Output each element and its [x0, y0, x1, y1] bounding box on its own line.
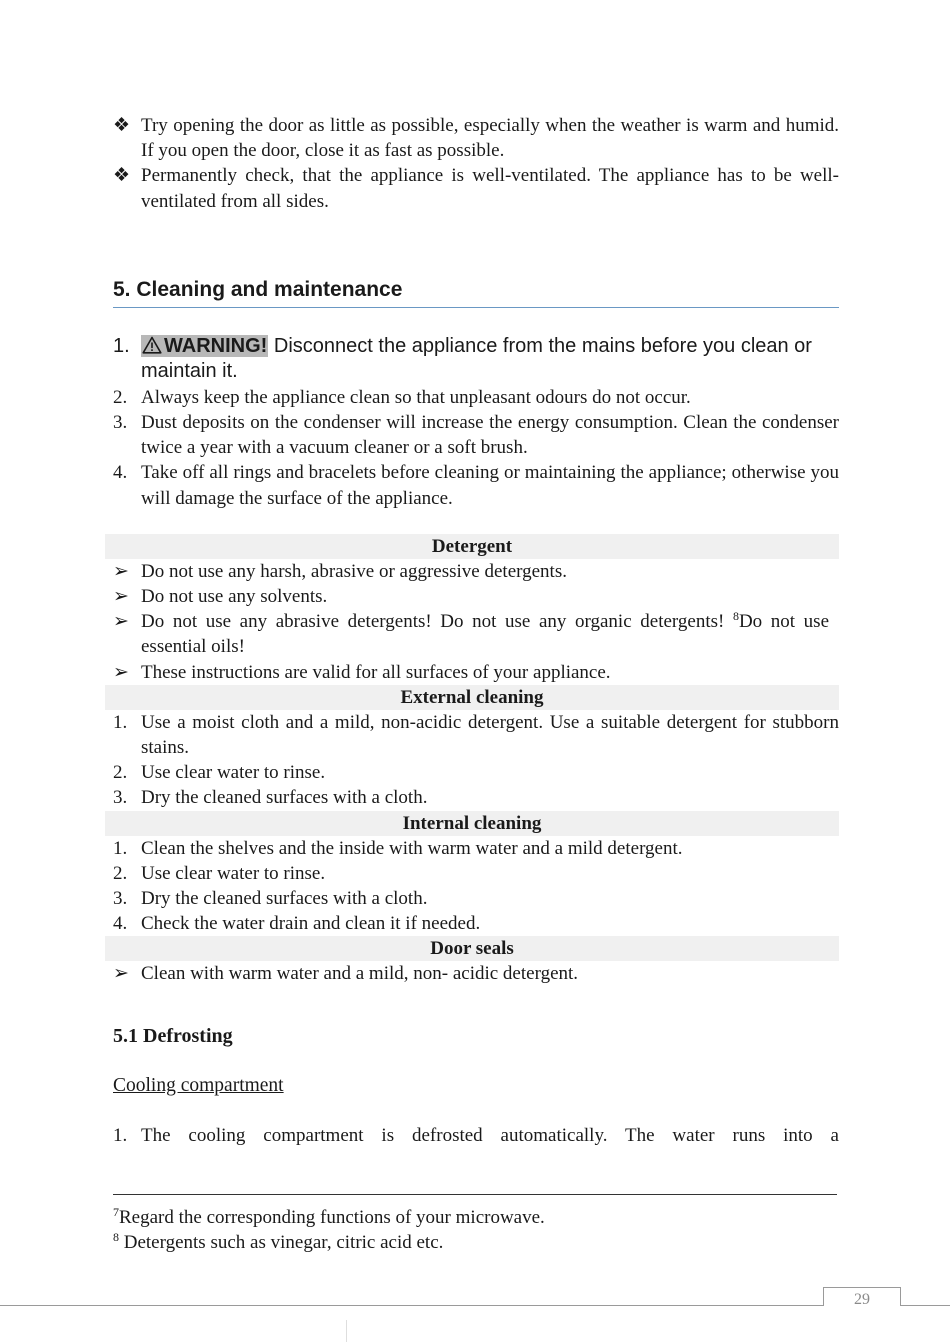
row-text: Use a moist cloth and a mild, non-acidic detergent. Use a suitable detergent for stubborn stains.	[141, 711, 839, 759]
page-content	[113, 113, 839, 1148]
footnote-number: 7	[113, 1205, 119, 1219]
table-header-external-cleaning: External cleaning	[105, 685, 839, 710]
list-number: 2.	[113, 862, 128, 884]
table-header-detergent: Detergent	[105, 534, 839, 559]
list-number: 1.	[113, 1124, 128, 1146]
table-row	[113, 660, 839, 685]
list-number: 4.	[113, 462, 128, 484]
arrow-bullet-icon: ➢	[113, 963, 129, 985]
underlined-subheading: Cooling compartment	[113, 1074, 284, 1096]
row-text: Do not use any abrasive detergents! Do not use any organic detergents!	[141, 611, 733, 633]
page-number: 29	[823, 1287, 901, 1306]
list-item	[113, 113, 839, 163]
list-number: 1.	[113, 837, 128, 859]
list-item	[113, 163, 839, 213]
cleaning-table	[105, 534, 839, 987]
table-row	[113, 609, 829, 659]
table-row	[113, 785, 839, 810]
table-row	[113, 710, 839, 760]
list-item-text: Always keep the appliance clean so that unpleasant odours do not occur.	[141, 386, 691, 408]
row-text: Do not use essential oils!	[141, 611, 830, 658]
warning-badge-label: WARNING!	[164, 334, 268, 357]
list-number: 2.	[113, 762, 128, 784]
warning-list-item	[113, 334, 839, 385]
list-item-text: Take off all rings and bracelets before cleaning or maintaining the appliance; otherwise you will damage the surface of the appliance.	[141, 462, 839, 509]
list-item-text: Dust deposits on the condenser will increase the energy consumption. Clean the condenser twice a year with a vacuum cleaner or a soft brush.	[141, 412, 839, 459]
list-item	[113, 460, 839, 510]
warning-text: Disconnect the appliance from the mains before you clean or maintain it.	[141, 334, 812, 383]
row-text: Do not use any solvents.	[141, 586, 328, 608]
scan-mark	[346, 1320, 347, 1342]
warning-triangle-icon	[142, 336, 162, 354]
list-number: 3.	[113, 412, 128, 434]
list-item-text: Permanently check, that the appliance is well-ventilated. The appliance has to be well-ventilated from all sides.	[141, 165, 839, 212]
list-item-text: Try opening the door as little as possible, especially when the weather is warm and humid. If you open the door, close it as fast as possible.	[141, 115, 839, 162]
subsection-heading: 5.1 Defrosting	[113, 1024, 233, 1047]
footnote-divider	[113, 1194, 837, 1195]
table-row	[113, 760, 839, 785]
row-text: Use clear water to rinse.	[141, 762, 326, 784]
table-row	[113, 911, 839, 936]
list-number: 2.	[113, 386, 128, 408]
list-number: 3.	[113, 787, 128, 809]
footnotes	[113, 1205, 839, 1255]
table-row	[113, 861, 839, 886]
table-row	[113, 559, 839, 584]
row-text: These instructions are valid for all surfaces of your appliance.	[141, 661, 611, 683]
warning-badge	[141, 335, 268, 357]
list-item	[113, 410, 839, 460]
list-number: 3.	[113, 888, 128, 910]
list-item-text: The cooling compartment is defrosted automatically. The water runs into a	[141, 1124, 839, 1146]
diamond-bullet-icon: ❖	[113, 115, 131, 136]
row-text: Clean the shelves and the inside with warm water and a mild detergent.	[141, 837, 683, 859]
footer-divider	[899, 1305, 950, 1306]
footnote-number: 8	[113, 1230, 119, 1244]
footnote	[113, 1230, 839, 1255]
table-header-internal-cleaning: Internal cleaning	[105, 811, 839, 836]
row-text: Do not use any harsh, abrasive or aggressive detergents.	[141, 560, 567, 582]
diamond-bullet-icon: ❖	[113, 165, 131, 187]
arrow-bullet-icon: ➢	[113, 560, 129, 582]
arrow-bullet-icon: ➢	[113, 586, 129, 608]
list-number: 1.	[113, 334, 130, 357]
footnote-ref[interactable]: 8	[732, 609, 739, 624]
table-row	[113, 836, 839, 861]
row-text: Dry the cleaned surfaces with a cloth.	[141, 888, 428, 910]
footer-divider	[0, 1305, 824, 1306]
footnote-text: Regard the corresponding functions of your microwave.	[119, 1207, 545, 1228]
table-header-door-seals: Door seals	[105, 936, 839, 961]
row-text: Clean with warm water and a mild, non- acidic detergent.	[141, 963, 579, 985]
footnote	[113, 1205, 839, 1230]
row-text: Use clear water to rinse.	[141, 862, 326, 884]
section-heading: 5. Cleaning and maintenance	[113, 278, 839, 308]
list-number: 1.	[113, 711, 128, 733]
list-number: 4.	[113, 913, 128, 935]
table-row	[113, 584, 839, 609]
table-row	[113, 886, 839, 911]
table-row	[113, 961, 839, 986]
arrow-bullet-icon: ➢	[113, 611, 129, 633]
row-text: Check the water drain and clean it if needed.	[141, 913, 481, 935]
list-item	[113, 1123, 839, 1148]
footnote-text: Detergents such as vinegar, citric acid etc.	[119, 1232, 444, 1253]
list-item	[113, 385, 839, 410]
arrow-bullet-icon: ➢	[113, 661, 129, 683]
row-text: Dry the cleaned surfaces with a cloth.	[141, 787, 428, 809]
